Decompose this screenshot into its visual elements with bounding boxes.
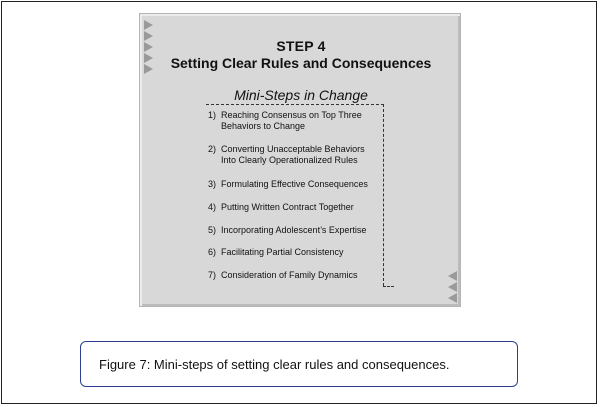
chevron-left-icon bbox=[448, 271, 457, 281]
step-text: Formulating Effective Consequences bbox=[221, 179, 368, 189]
step-number: 2) bbox=[208, 144, 217, 154]
step-text-line: Converting Unacceptable Behaviors bbox=[221, 144, 365, 154]
dashed-bracket-top bbox=[206, 104, 384, 105]
dashed-bracket-right bbox=[383, 104, 384, 286]
step-text: Consideration of Family Dynamics bbox=[221, 270, 358, 280]
step-number: 7) bbox=[208, 270, 217, 280]
step-number: 4) bbox=[208, 202, 217, 212]
dashed-bracket-bottom bbox=[383, 286, 394, 287]
step-number: 3) bbox=[208, 179, 217, 189]
step-title: STEP 4 bbox=[276, 38, 326, 54]
step-number: 6) bbox=[208, 247, 217, 257]
step-number: 5) bbox=[208, 225, 217, 235]
step-heading: Setting Clear Rules and Consequences bbox=[170, 55, 432, 71]
step-text: Incorporating Adolescent’s Expertise bbox=[221, 225, 367, 235]
chevron-right-icon bbox=[144, 20, 153, 30]
step-text bbox=[221, 144, 365, 166]
step-number: 1) bbox=[208, 110, 217, 120]
step-text: Putting Written Contract Together bbox=[221, 202, 354, 212]
figure-caption: Figure 7: Mini-steps of setting clear rules and consequences. bbox=[99, 357, 450, 372]
figure-caption-box bbox=[80, 341, 518, 387]
step-text bbox=[221, 110, 362, 132]
step-text-line: Reaching Consensus on Top Three bbox=[221, 110, 362, 120]
step-text: Facilitating Partial Consistency bbox=[221, 247, 344, 257]
chevron-left-icon bbox=[448, 293, 457, 303]
step-text-line: Behaviors to Change bbox=[221, 121, 306, 131]
step-text-line: Into Clearly Operationalized Rules bbox=[221, 155, 358, 165]
chevron-left-icon bbox=[448, 282, 457, 292]
mini-steps-subtitle: Mini-Steps in Change bbox=[234, 87, 368, 103]
